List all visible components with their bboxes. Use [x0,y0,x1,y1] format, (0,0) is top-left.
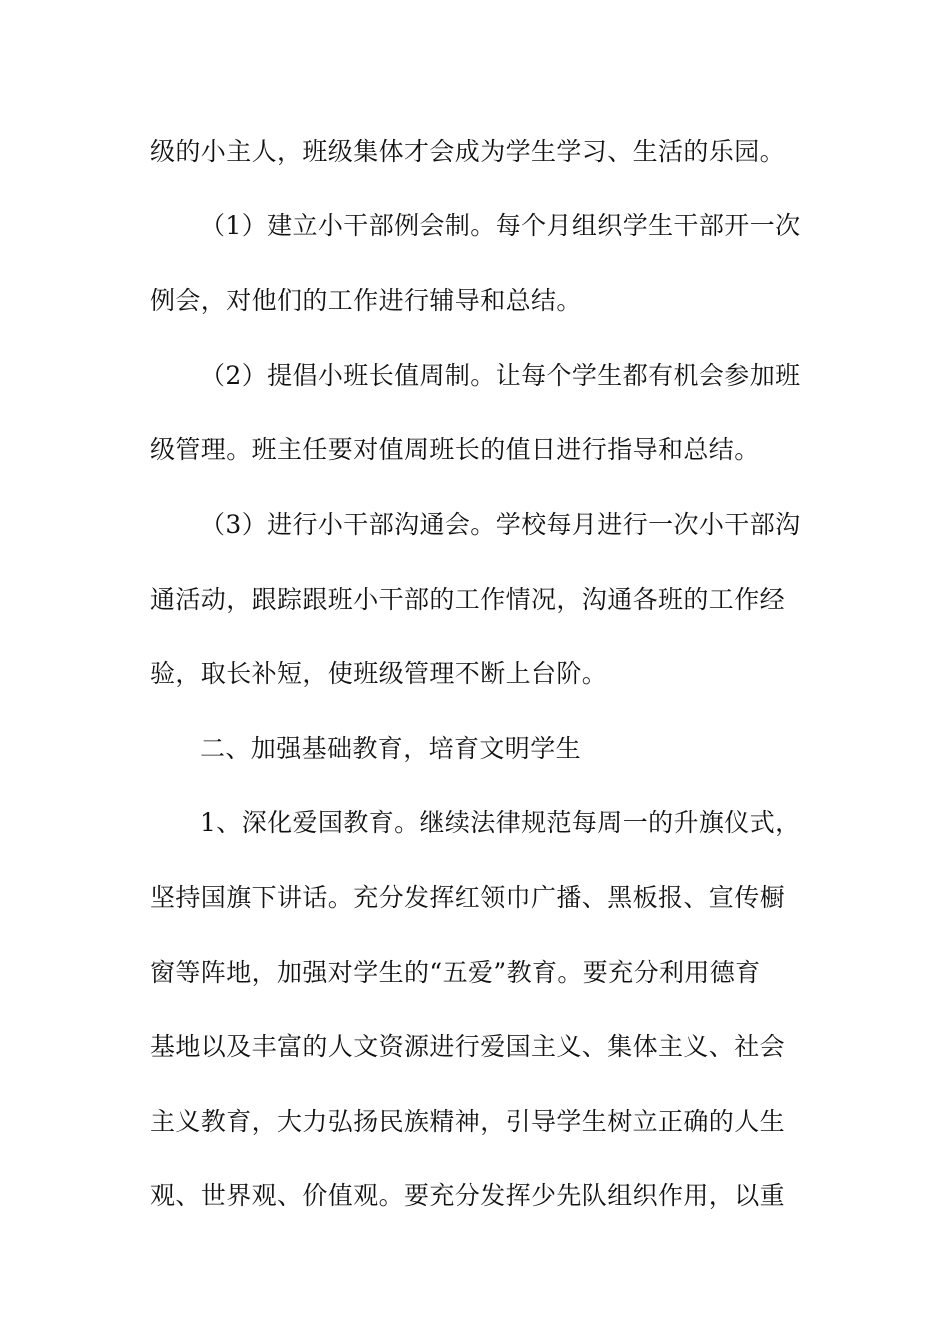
text-line: 1、深化爱国教育。继续法律规范每周一的升旗仪式， [200,808,801,837]
section-heading: 二、加强基础教育，培育文明学生 [200,734,582,763]
text-line: 主义教育，大力弘扬民族精神，引导学生树立正确的人生 [150,1107,786,1136]
text-line: 验，取长补短，使班级管理不断上台阶。 [150,659,608,688]
text-line: 坚持国旗下讲话。充分发挥红领巾广播、黑板报、宣传橱 [150,883,786,912]
text-line: 通活动，跟踪跟班小干部的工作情况，沟通各班的工作经 [150,585,786,614]
text-line: 级管理。班主任要对值周班长的值日进行指导和总结。 [150,435,760,464]
text-line: （3）进行小干部沟通会。学校每月进行一次小干部沟 [200,510,801,539]
text-line: 观、世界观、价值观。要充分发挥少先队组织作用，以重 [150,1181,786,1210]
text-line: 窗等阵地，加强对学生的“五爱”教育。要充分利用德育 [150,958,761,987]
text-line: （1）建立小干部例会制。每个月组织学生干部开一次 [200,211,801,240]
text-line: 基地以及丰富的人文资源进行爱国主义、集体主义、社会 [150,1032,786,1061]
text-line: 级的小主人，班级集体才会成为学生学习、生活的乐园。 [150,137,786,166]
text-line: （2）提倡小班长值周制。让每个学生都有机会参加班 [200,361,801,390]
text-line: 例会，对他们的工作进行辅导和总结。 [150,286,582,315]
